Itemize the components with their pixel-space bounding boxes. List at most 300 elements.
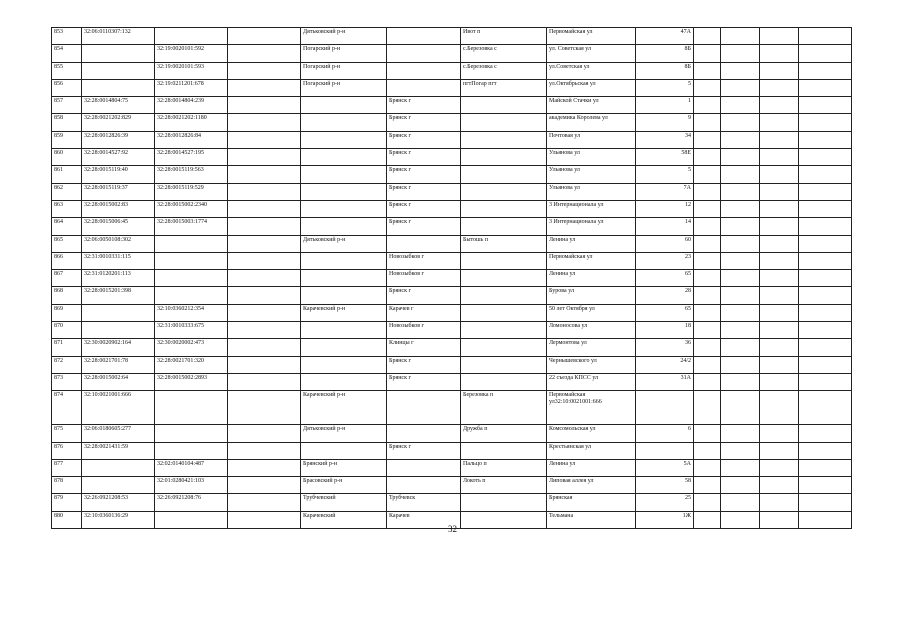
cell-cad2 [155, 235, 228, 252]
cell-house: 31А [636, 373, 694, 390]
cell-house: 47А [636, 28, 694, 45]
cell-house: 6 [636, 425, 694, 442]
cell-city: Брянск г [387, 373, 461, 390]
cell-cad1: 32:28:0015006:45 [82, 218, 155, 235]
cell-dist [301, 356, 387, 373]
cell-street: Комсомольская ул [547, 425, 636, 442]
cell-dist [301, 270, 387, 287]
cell-settl: Дружба п [461, 425, 547, 442]
cell-street: 3 Интернационала ул [547, 200, 636, 217]
cell-empty [799, 442, 852, 459]
cell-house: 1 [636, 97, 694, 114]
cell-empty [799, 79, 852, 96]
cell-city: Брянск г [387, 166, 461, 183]
cell-settl [461, 97, 547, 114]
cell-settl [461, 322, 547, 339]
cell-empty [760, 339, 799, 356]
cell-house: 34 [636, 131, 694, 148]
cell-dist [301, 287, 387, 304]
cell-city: Брянск г [387, 114, 461, 131]
cell-n: 874 [52, 391, 82, 425]
cell-house: 60 [636, 235, 694, 252]
cell-empty [799, 270, 852, 287]
cell-city: Брянск г [387, 131, 461, 148]
cell-house [636, 391, 694, 425]
cell-house: 1Ж [636, 511, 694, 528]
cell-street: Тельмана [547, 511, 636, 528]
cell-cad2: 32:01:0280421:103 [155, 477, 228, 494]
cell-empty [721, 97, 760, 114]
cell-cad1 [82, 45, 155, 62]
cell-dist [301, 339, 387, 356]
cell-dist: Карачевский р-н [301, 304, 387, 321]
cell-city [387, 45, 461, 62]
cell-house: 58 [636, 477, 694, 494]
cell-house: 12 [636, 200, 694, 217]
cell-house: 65 [636, 304, 694, 321]
cell-city [387, 459, 461, 476]
cell-street: Брянская [547, 494, 636, 511]
cell-empty [721, 373, 760, 390]
cell-n: 860 [52, 149, 82, 166]
cell-c3 [228, 425, 301, 442]
cell-cad1 [82, 477, 155, 494]
cell-cad2: 32:28:0015119:563 [155, 166, 228, 183]
cell-cad1: 32:10:0360136:29 [82, 511, 155, 528]
cell-cad1: 32:28:0015002:64 [82, 373, 155, 390]
cell-empty [799, 149, 852, 166]
cell-empty [799, 304, 852, 321]
cell-empty [799, 459, 852, 476]
cell-c3 [228, 494, 301, 511]
cell-street: Почтовая ул [547, 131, 636, 148]
cell-cad2: 32:30:0020002:473 [155, 339, 228, 356]
cell-city: Брянск г [387, 183, 461, 200]
cell-cad2: 32:28:0021701:320 [155, 356, 228, 373]
cell-street: Ленина ул [547, 459, 636, 476]
cell-empty [760, 270, 799, 287]
cell-n: 877 [52, 459, 82, 476]
cell-c3 [228, 149, 301, 166]
cell-city [387, 425, 461, 442]
cell-house: 58Е [636, 149, 694, 166]
cell-city [387, 28, 461, 45]
cell-c3 [228, 79, 301, 96]
table-row [52, 356, 852, 373]
cell-city: Брянск г [387, 97, 461, 114]
table-row [52, 322, 852, 339]
cell-street: Ульянова ул [547, 166, 636, 183]
cell-house: 7А [636, 183, 694, 200]
cell-cad2: 32:02:0140104:487 [155, 459, 228, 476]
cell-street: Чернышевского ул [547, 356, 636, 373]
cell-n: 867 [52, 270, 82, 287]
table-row [52, 442, 852, 459]
cell-empty [799, 339, 852, 356]
cell-empty [799, 200, 852, 217]
cell-empty [799, 425, 852, 442]
cell-empty [721, 322, 760, 339]
cell-empty [760, 373, 799, 390]
cell-empty [760, 62, 799, 79]
cell-empty [694, 183, 721, 200]
cell-empty [721, 477, 760, 494]
cell-empty [694, 62, 721, 79]
cell-empty [694, 339, 721, 356]
cell-empty [694, 494, 721, 511]
cell-cad1: 32:06:0180605:277 [82, 425, 155, 442]
cell-cad2: 32:28:0015003:1774 [155, 218, 228, 235]
cell-empty [694, 270, 721, 287]
cell-cad2: 32:31:0010333:675 [155, 322, 228, 339]
table-row [52, 287, 852, 304]
cell-empty [799, 287, 852, 304]
cell-street: Первомайская ул [547, 28, 636, 45]
cell-empty [760, 79, 799, 96]
cell-dist [301, 166, 387, 183]
cell-c3 [228, 287, 301, 304]
cell-empty [799, 183, 852, 200]
cell-settl: с.Березовка с [461, 62, 547, 79]
cell-empty [799, 235, 852, 252]
cell-settl [461, 131, 547, 148]
cell-c3 [228, 218, 301, 235]
cell-empty [760, 114, 799, 131]
cell-dist [301, 218, 387, 235]
cell-empty [694, 97, 721, 114]
cell-dist: Дятьковский р-н [301, 425, 387, 442]
cell-city [387, 477, 461, 494]
cell-dist: Погарский р-н [301, 79, 387, 96]
cell-c3 [228, 442, 301, 459]
cell-c3 [228, 62, 301, 79]
cell-empty [694, 235, 721, 252]
table-row [52, 373, 852, 390]
cell-c3 [228, 45, 301, 62]
cell-cad1: 32:10:0021001:666 [82, 391, 155, 425]
table-row [52, 391, 852, 425]
cell-city: Брянск г [387, 287, 461, 304]
cell-n: 857 [52, 97, 82, 114]
cell-c3 [228, 356, 301, 373]
cell-street: Первомайская ул [547, 252, 636, 269]
cell-cad1: 32:28:0021701:78 [82, 356, 155, 373]
cell-empty [760, 166, 799, 183]
cell-empty [694, 373, 721, 390]
cell-dist: Брасовский р-н [301, 477, 387, 494]
cell-house: 9 [636, 114, 694, 131]
cell-empty [721, 183, 760, 200]
cell-empty [694, 131, 721, 148]
table-row [52, 97, 852, 114]
cell-settl [461, 114, 547, 131]
cell-c3 [228, 339, 301, 356]
cell-n: 866 [52, 252, 82, 269]
cell-cad2: 32:19:0211201:678 [155, 79, 228, 96]
cell-house: 5 [636, 79, 694, 96]
cell-cad2: 32:19:0020101:593 [155, 62, 228, 79]
cell-dist: Погарский р-н [301, 45, 387, 62]
cell-empty [694, 79, 721, 96]
table-row [52, 149, 852, 166]
cell-cad2 [155, 442, 228, 459]
cell-n: 873 [52, 373, 82, 390]
cell-street: ул.Советская ул [547, 62, 636, 79]
cell-dist: Карачевский р-н [301, 391, 387, 425]
cell-n: 864 [52, 218, 82, 235]
cell-cad1: 32:28:0015201:398 [82, 287, 155, 304]
cell-cad1: 32:28:0015119:37 [82, 183, 155, 200]
cell-c3 [228, 252, 301, 269]
cell-empty [721, 425, 760, 442]
cell-empty [694, 200, 721, 217]
cell-cad2: 32:28:0012826:84 [155, 131, 228, 148]
cell-empty [760, 200, 799, 217]
table-row [52, 166, 852, 183]
cell-empty [799, 45, 852, 62]
cell-empty [694, 45, 721, 62]
cell-empty [799, 494, 852, 511]
cell-street: Ленина ул [547, 235, 636, 252]
cell-street: Ульянова ул [547, 183, 636, 200]
cell-n: 878 [52, 477, 82, 494]
cell-c3 [228, 459, 301, 476]
cell-empty [694, 442, 721, 459]
cell-dist: Брянский р-н [301, 459, 387, 476]
cell-dist [301, 131, 387, 148]
cell-empty [799, 114, 852, 131]
cell-cad1: 32:06:0110307:132 [82, 28, 155, 45]
cell-city: Трубчевск [387, 494, 461, 511]
cell-settl: Локоть п [461, 477, 547, 494]
cell-cad1: 32:28:0021431:59 [82, 442, 155, 459]
cell-c3 [228, 304, 301, 321]
cell-c3 [228, 97, 301, 114]
cell-cad1: 32:30:0020902:164 [82, 339, 155, 356]
cell-empty [760, 356, 799, 373]
cell-empty [721, 339, 760, 356]
cell-settl [461, 304, 547, 321]
cell-cad2: 32:28:0015002:2340 [155, 200, 228, 217]
cell-cad1: 32:28:0021202:829 [82, 114, 155, 131]
cell-street: академика Королева ул [547, 114, 636, 131]
cell-cad1 [82, 459, 155, 476]
cell-dist [301, 183, 387, 200]
cell-empty [721, 459, 760, 476]
cell-empty [694, 459, 721, 476]
cell-empty [760, 287, 799, 304]
cell-empty [721, 356, 760, 373]
cell-cad2: 32:26:0921208:76 [155, 494, 228, 511]
cell-cad1 [82, 62, 155, 79]
cell-n: 856 [52, 79, 82, 96]
cell-c3 [228, 28, 301, 45]
cell-cad1: 32:28:0012826:39 [82, 131, 155, 148]
cell-city: Клинцы г [387, 339, 461, 356]
cell-empty [721, 218, 760, 235]
cell-empty [799, 252, 852, 269]
table-row [52, 494, 852, 511]
cell-n: 869 [52, 304, 82, 321]
cell-n: 870 [52, 322, 82, 339]
cell-empty [760, 97, 799, 114]
cell-dist [301, 373, 387, 390]
cell-house: 14 [636, 218, 694, 235]
cell-street: Лермонтова ул [547, 339, 636, 356]
cell-cad2: 32:28:0021202:1180 [155, 114, 228, 131]
cell-empty [694, 425, 721, 442]
cell-settl: Пальцо п [461, 459, 547, 476]
page-number: 32 [448, 524, 457, 534]
cell-dist [301, 149, 387, 166]
cell-cad1: 32:26:0921208:53 [82, 494, 155, 511]
cell-settl [461, 270, 547, 287]
cell-street: Майской Стачки ул [547, 97, 636, 114]
cell-empty [799, 373, 852, 390]
cell-empty [799, 391, 852, 425]
cell-street: Ленина ул [547, 270, 636, 287]
cell-street: ул.Октябрьская ул [547, 79, 636, 96]
cell-dist: Дятьковский р-н [301, 28, 387, 45]
cell-settl [461, 149, 547, 166]
table-row [52, 270, 852, 287]
cell-cad2 [155, 270, 228, 287]
cell-cad2 [155, 28, 228, 45]
cell-city: Карачев [387, 511, 461, 528]
cell-empty [760, 252, 799, 269]
cell-c3 [228, 131, 301, 148]
cell-empty [721, 287, 760, 304]
cell-empty [694, 166, 721, 183]
cell-n: 861 [52, 166, 82, 183]
registry-table [51, 27, 852, 529]
cell-city: Брянск г [387, 442, 461, 459]
cell-empty [694, 356, 721, 373]
cell-street: Бурова ул [547, 287, 636, 304]
cell-empty [721, 494, 760, 511]
cell-c3 [228, 200, 301, 217]
cell-house: 36 [636, 339, 694, 356]
cell-city: Брянск г [387, 149, 461, 166]
cell-empty [694, 391, 721, 425]
cell-empty [760, 183, 799, 200]
cell-dist [301, 200, 387, 217]
cell-n: 872 [52, 356, 82, 373]
cell-dist [301, 442, 387, 459]
cell-settl [461, 494, 547, 511]
table-row [52, 131, 852, 148]
cell-house: 5А [636, 459, 694, 476]
cell-dist: Карачевский [301, 511, 387, 528]
cell-empty [760, 45, 799, 62]
cell-cad2: 32:28:0014527:195 [155, 149, 228, 166]
cell-empty [760, 131, 799, 148]
cell-empty [799, 131, 852, 148]
cell-street: Липовая аллея ул [547, 477, 636, 494]
cell-city: Новозыбков г [387, 270, 461, 287]
cell-city [387, 235, 461, 252]
table-row [52, 252, 852, 269]
cell-empty [760, 235, 799, 252]
cell-c3 [228, 270, 301, 287]
cell-city [387, 391, 461, 425]
cell-house: 25 [636, 494, 694, 511]
table-row [52, 459, 852, 476]
cell-empty [799, 356, 852, 373]
cell-cad2: 32:28:0015002:2893 [155, 373, 228, 390]
cell-empty [694, 114, 721, 131]
cell-cad2 [155, 287, 228, 304]
cell-settl [461, 287, 547, 304]
cell-settl: Березовка п [461, 391, 547, 425]
cell-empty [721, 45, 760, 62]
cell-dist [301, 322, 387, 339]
cell-house: 24/2 [636, 356, 694, 373]
cell-c3 [228, 235, 301, 252]
cell-n: 880 [52, 511, 82, 528]
cell-c3 [228, 373, 301, 390]
cell-street: 22 съезда КПСС ул [547, 373, 636, 390]
cell-street: 3 Интернационала ул [547, 218, 636, 235]
cell-dist: Трубчевский [301, 494, 387, 511]
cell-city [387, 62, 461, 79]
cell-street: Первомайская ул32:10:0021001:666 [547, 391, 636, 425]
cell-empty [721, 62, 760, 79]
cell-cad1: 32:28:0014527:92 [82, 149, 155, 166]
table-row [52, 62, 852, 79]
cell-cad2 [155, 252, 228, 269]
cell-n: 853 [52, 28, 82, 45]
cell-empty [760, 218, 799, 235]
cell-empty [760, 28, 799, 45]
cell-empty [760, 322, 799, 339]
cell-cad2: 32:10:0360212:354 [155, 304, 228, 321]
cell-settl [461, 356, 547, 373]
cell-n: 865 [52, 235, 82, 252]
table-row [52, 200, 852, 217]
cell-empty [694, 252, 721, 269]
cell-city: Новозыбков г [387, 322, 461, 339]
cell-empty [760, 477, 799, 494]
cell-settl [461, 252, 547, 269]
cell-empty [721, 28, 760, 45]
cell-house: 65 [636, 270, 694, 287]
cell-street: ул. Советская ул [547, 45, 636, 62]
cell-c3 [228, 322, 301, 339]
cell-dist [301, 97, 387, 114]
cell-empty [694, 287, 721, 304]
cell-cad1: 32:31:0120201:113 [82, 270, 155, 287]
table-row [52, 477, 852, 494]
cell-n: 868 [52, 287, 82, 304]
cell-house: 8Б [636, 62, 694, 79]
cell-cad1 [82, 322, 155, 339]
cell-house: 23 [636, 252, 694, 269]
cell-city: Карачев г [387, 304, 461, 321]
table-row [52, 235, 852, 252]
cell-settl: с.Березовка с [461, 45, 547, 62]
cell-empty [799, 322, 852, 339]
cell-cad2: 32:28:0015119:529 [155, 183, 228, 200]
cell-empty [721, 166, 760, 183]
cell-cad2 [155, 425, 228, 442]
cell-settl: пгтПогар пгт [461, 79, 547, 96]
cell-n: 863 [52, 200, 82, 217]
cell-n: 859 [52, 131, 82, 148]
cell-street: Крестьянская ул [547, 442, 636, 459]
cell-empty [694, 28, 721, 45]
cell-house: 5 [636, 166, 694, 183]
